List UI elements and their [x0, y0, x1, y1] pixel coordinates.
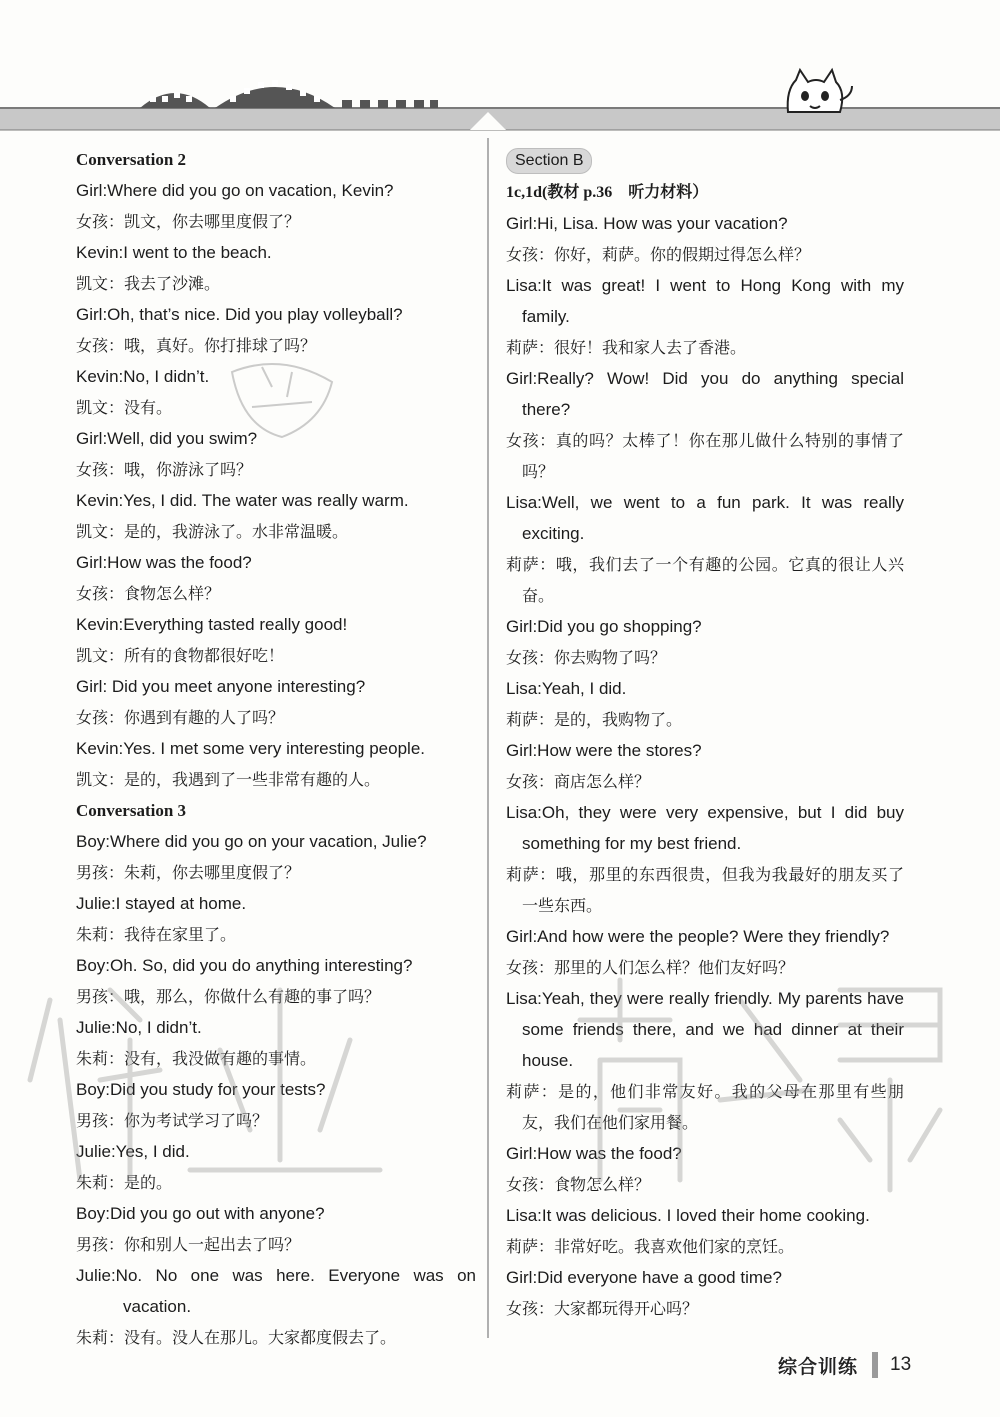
dialog-line: Boy:Did you study for your tests?: [76, 1080, 326, 1099]
section-badge: Section B: [506, 148, 592, 174]
dialog-line: Girl:Did everyone have a good time?: [506, 1268, 782, 1287]
dialog-line: Girl:Hi, Lisa. How was your vacation?: [506, 214, 788, 233]
dialog-line: 男孩：朱莉，你去哪里度假了？: [76, 863, 301, 882]
dialog-line: 凯文：是的，我遇到了一些非常有趣的人。: [76, 770, 381, 789]
dialog-line: 朱莉：没有，我没做有趣的事情。: [76, 1049, 317, 1068]
dialog-line: 莉萨：非常好吃。我喜欢他们家的烹饪。: [506, 1237, 795, 1256]
dialog-line: 莉萨：是的，他们非常友好。我的父母在那里有些朋友，我们在他们家用餐。: [506, 1082, 904, 1132]
dialog-line: 女孩：你去购物了吗？: [506, 648, 667, 667]
dialog-line: Julie:No, I didn’t.: [76, 1018, 202, 1037]
dialog-line: 男孩：哦，那么，你做什么有趣的事了吗？: [76, 987, 381, 1006]
dialog-line: Kevin:Yes, I did. The water was really warm.: [76, 491, 409, 510]
dialog-line: Girl:Where did you go on vacation, Kevin?: [76, 181, 394, 200]
dialog-line: 女孩：大家都玩得开心吗？: [506, 1299, 699, 1318]
dialog-line: Kevin:Everything tasted really good!: [76, 615, 348, 634]
dialog-line: 女孩：那里的人们怎么样？他们友好吗？: [506, 958, 795, 977]
dialog-line: 朱莉：是的。: [76, 1173, 173, 1192]
dialog-line: Girl:How was the food?: [506, 1144, 682, 1163]
cat-mascot-icon: [788, 70, 852, 112]
dialog-line: 女孩：食物怎么样？: [506, 1175, 651, 1194]
dialog-line: Lisa:It was great! I went to Hong Kong with my family.: [506, 276, 904, 326]
dialog-line: Girl:Really? Wow! Did you do anything special there?: [506, 369, 904, 419]
dialog-line: Girl:Oh, that’s nice. Did you play volleyball?: [76, 305, 403, 324]
dialog-line: Julie:I stayed at home.: [76, 894, 247, 913]
conversation-2-title: Conversation 2: [76, 150, 187, 169]
dialog-line: 凯文：没有。: [76, 398, 173, 417]
page-header: [0, 0, 1000, 140]
dialog-line: 男孩：你为考试学习了吗？: [76, 1111, 269, 1130]
dialog-line: 女孩：食物怎么样？: [76, 584, 221, 603]
dialog-line: Girl:And how were the people? Were they friendly?: [506, 927, 890, 946]
column-divider: [487, 138, 489, 1338]
dialog-line: Girl:Well, did you swim?: [76, 429, 258, 448]
dialog-line: Kevin:I went to the beach.: [76, 243, 272, 262]
dialog-line: 朱莉：我待在家里了。: [76, 925, 237, 944]
dialog-line: 女孩：你遇到有趣的人了吗？: [76, 708, 285, 727]
dialog-line: 男孩：你和别人一起出去了吗？: [76, 1235, 301, 1254]
dialog-line: Boy:Where did you go on your vacation, Julie?: [76, 832, 427, 851]
dialog-line: Kevin:Yes. I met some very interesting people.: [76, 739, 425, 758]
dialog-line: Boy:Oh. So, did you do anything interesting?: [76, 956, 413, 975]
dialog-line: Girl:How were the stores?: [506, 741, 702, 760]
footer-logo: 综合训练: [778, 1356, 859, 1378]
page-number: 13: [890, 1354, 912, 1375]
listening-subtitle: 1c,1d(教材 p.36 听力材料）: [506, 184, 709, 201]
dialog-line: Julie:No. No one was here. Everyone was on vacation.: [76, 1266, 476, 1316]
dialog-line: Girl:Did you go shopping?: [506, 617, 702, 636]
dialog-line: 莉萨：哦，那里的东西很贵，但我为我最好的朋友买了一些东西。: [506, 865, 904, 915]
dialog-line: Girl:How was the food?: [76, 553, 252, 572]
dialog-line: Girl: Did you meet anyone interesting?: [76, 677, 366, 696]
header-decoration: [0, 0, 1000, 140]
dialog-line: 凯文：所有的食物都很好吃！: [76, 646, 285, 665]
dialog-line: Kevin:No, I didn’t.: [76, 367, 210, 386]
footer-divider: [872, 1352, 878, 1378]
dialog-line: Lisa:Well, we went to a fun park. It was really exciting.: [506, 493, 904, 543]
dialog-line: 女孩：哦，真好。你打排球了吗？: [76, 336, 317, 355]
dialog-line: 凯文：是的，我游泳了。水非常温暖。: [76, 522, 349, 541]
left-column: [76, 144, 476, 1353]
dialog-line: 莉萨：哦，我们去了一个有趣的公园。它真的很让人兴奋。: [506, 555, 904, 605]
dialog-line: Boy:Did you go out with anyone?: [76, 1204, 325, 1223]
dialog-line: Lisa:Oh, they were very expensive, but I did buy something for my best friend.: [506, 803, 904, 853]
dialog-line: 女孩：哦，你游泳了吗？: [76, 460, 253, 479]
right-column: [506, 144, 904, 1324]
dialog-line: 女孩：商店怎么样？: [506, 772, 651, 791]
dialog-line: 凯文：我去了沙滩。: [76, 274, 221, 293]
dialog-line: 女孩：真的吗？太棒了！你在那儿做什么特别的事情了吗？: [506, 431, 904, 481]
dialog-line: Lisa:Yeah, I did.: [506, 679, 627, 698]
dialog-line: 莉萨：很好！我和家人去了香港。: [506, 338, 747, 357]
dialog-line: Lisa:Yeah, they were really friendly. My parents have some friends there, and we had dinner at their house.: [506, 989, 904, 1070]
conversation-3-title: Conversation 3: [76, 801, 187, 820]
dialog-line: 女孩：你好，莉萨。你的假期过得怎么样？: [506, 245, 811, 264]
dialog-line: 朱莉：没有。没人在那儿。大家都度假去了。: [76, 1328, 397, 1347]
dialog-line: 女孩：凯文，你去哪里度假了？: [76, 212, 301, 231]
dialog-line: Lisa:It was delicious. I loved their home cooking.: [506, 1206, 870, 1225]
dialog-line: Julie:Yes, I did.: [76, 1142, 190, 1161]
dialog-line: 莉萨：是的，我购物了。: [506, 710, 683, 729]
